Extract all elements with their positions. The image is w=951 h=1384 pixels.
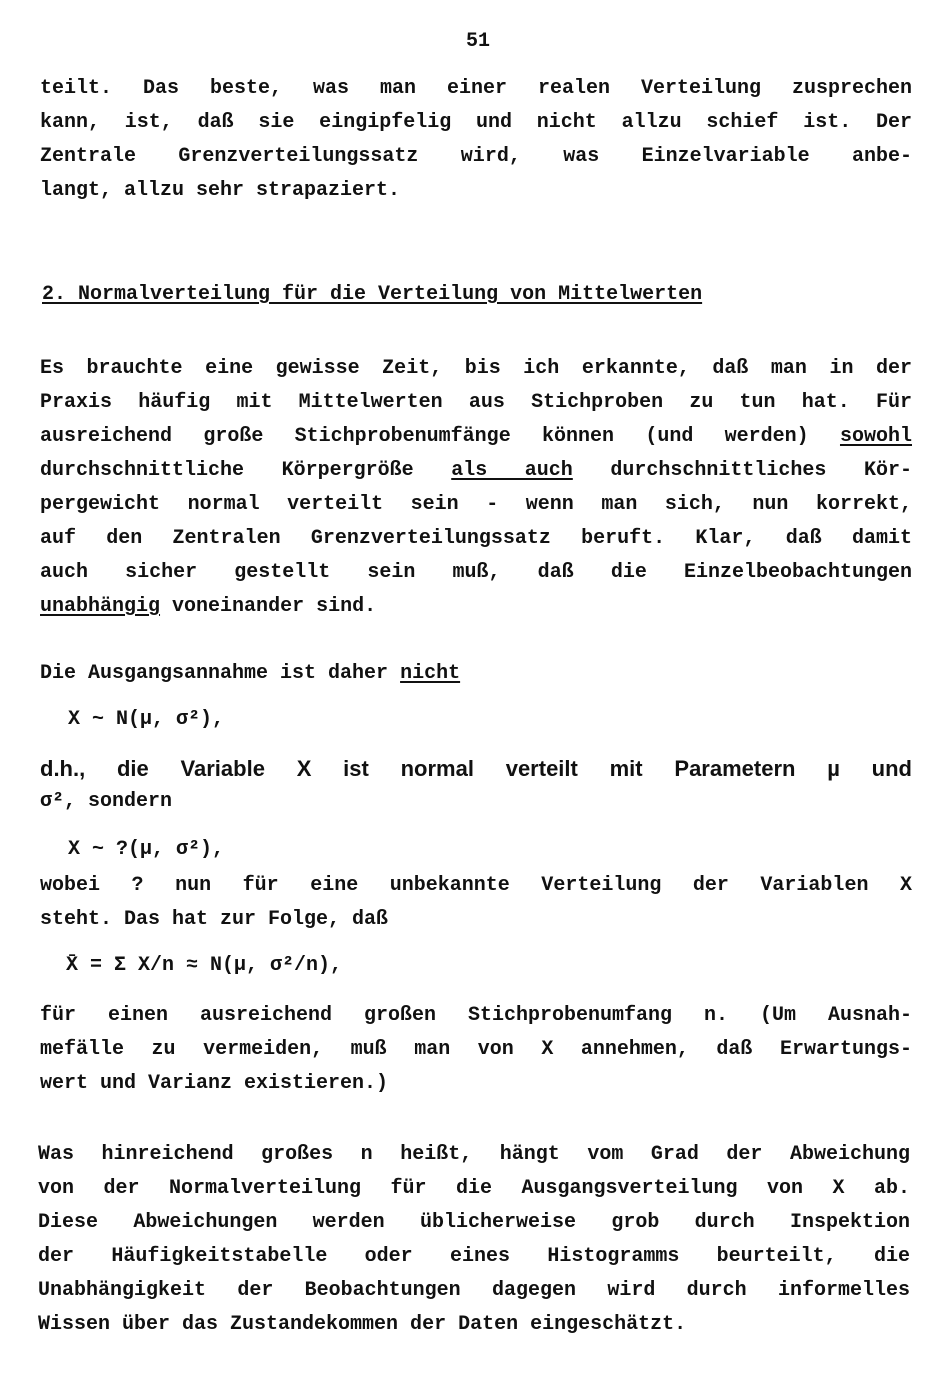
text-line: langt, allzu sehr strapaziert. [40, 179, 401, 202]
text-line: der Häufigkeitstabelle oder eines Histogramms beurteilt, die [38, 1245, 910, 1268]
underlined-word: als auch [451, 459, 573, 482]
text-segment: Die Ausgangsannahme ist daher [40, 662, 389, 685]
text-line: für einen ausreichend großen Stichprobenumfang n. (Um Ausnah- [40, 1004, 912, 1027]
text-line: von der Normalverteilung für die Ausgangsverteilung von X ab. [38, 1177, 910, 1200]
text-line: mefälle zu vermeiden, muß man von X annehmen, daß Erwartungs- [40, 1038, 912, 1061]
text-line: auch sicher gestellt sein muß, daß die Einzelbeobachtungen [40, 561, 912, 584]
text-line [40, 590, 912, 624]
text-line: wobei ? nun für eine unbekannte Verteilung der Variablen X [40, 874, 912, 897]
text-line [40, 662, 460, 685]
text-line: Praxis häufig mit Mittelwerten aus Stichproben zu tun hat. Für [40, 391, 912, 414]
text-line: Wissen über das Zustandekommen der Daten eingeschätzt. [38, 1313, 687, 1336]
text-line: Diese Abweichungen werden üblicherweise grob durch Inspektion [38, 1211, 910, 1234]
formula-1: X ~ N(µ, σ²), [68, 708, 225, 731]
text-line: Es brauchte eine gewisse Zeit, bis ich erkannte, daß man in der [40, 357, 912, 380]
text-line: pergewicht normal verteilt sein - wenn man sich, nun korrekt, [40, 493, 912, 516]
section-heading: 2. Normalverteilung für die Verteilung von Mittelwerten [42, 283, 703, 306]
underlined-word: unabhängig [40, 595, 161, 618]
text-segment: durchschnittliche Körpergröße [40, 459, 414, 482]
formula-2: X ~ ?(µ, σ²), [68, 838, 225, 861]
page-number: 51 [466, 30, 491, 53]
paragraph-2 [40, 352, 912, 624]
formula-3: X̄ = Σ X/n ≈ N(µ, σ²/n), [66, 954, 343, 977]
paragraph-4 [38, 1138, 910, 1342]
text-line [40, 454, 912, 488]
text-line: kann, ist, daß sie eingipfelig und nicht allzu schief ist. Der [40, 111, 912, 134]
text-segment: durchschnittliches Kör- [610, 459, 913, 482]
text-line: steht. Das hat zur Folge, daß [40, 908, 389, 931]
text-line: d.h., die Variable X ist normal verteilt mit Parametern µ und [40, 756, 912, 781]
paragraph-1 [40, 72, 912, 208]
text-line [40, 420, 912, 454]
text-line: auf den Zentralen Grenzverteilungssatz beruft. Klar, daß damit [40, 527, 912, 550]
text-line: Unabhängigkeit der Beobachtungen dagegen wird durch informelles [38, 1279, 910, 1302]
paragraph-3-continuation [40, 999, 912, 1101]
text-line: wert und Varianz existieren.) [40, 1072, 389, 1095]
text-segment: voneinander sind. [172, 595, 377, 618]
underlined-word: sowohl [839, 425, 912, 448]
text-segment: ausreichend große Stichprobenumfänge können (und werden) [40, 425, 809, 448]
text-line: teilt. Das beste, was man einer realen Verteilung zusprechen [40, 77, 912, 100]
text-line: Zentrale Grenzverteilungssatz wird, was Einzelvariable anbe- [40, 145, 912, 168]
text-line: σ², sondern [40, 790, 173, 813]
text-line: Was hinreichend großes n heißt, hängt vom Grad der Abweichung [38, 1143, 910, 1166]
underlined-word: nicht [400, 662, 461, 685]
